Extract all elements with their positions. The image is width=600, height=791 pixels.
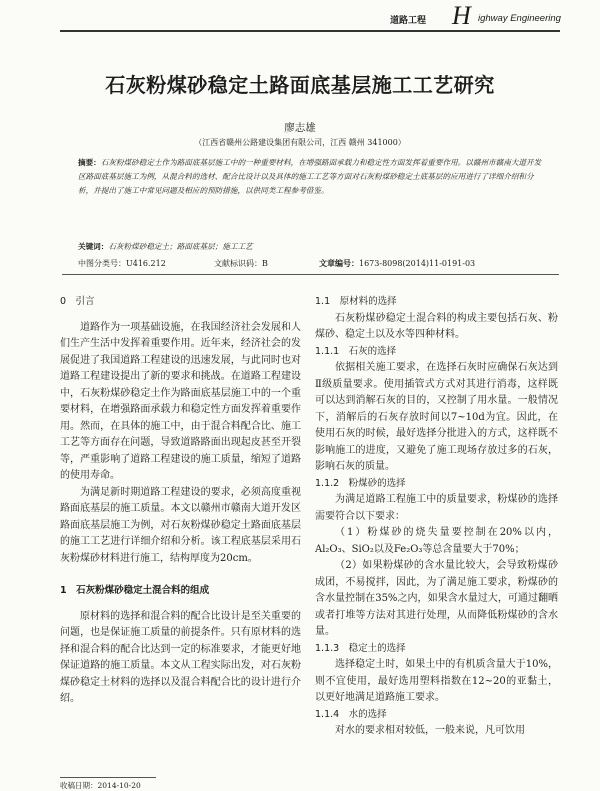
clc-number: 中图分类号：U416.212 (78, 259, 166, 268)
keywords-text: 石灰粉煤砂稳定土；路面底基层；施工工艺 (108, 242, 253, 251)
section-heading-1-1-1: 1.1.1 石灰的选择 (315, 345, 397, 357)
received-date: 收稿日期：2014-10-20 (60, 781, 141, 790)
paragraph: 原材料的选择和混合料的配合比设计是至关重要的问题，也是保证施工质量的前提条件。只有原材料的选择和混合料的配合比达到一定的标准要求，才能更好地保证道路的施工质量。本文从工程实际出发，对石灰粉煤砂稳定土材料的选择以及混合料配合比的设计进行介绍。 (60, 610, 301, 704)
footnote-rule (60, 777, 156, 778)
article-number-value: 1673-8098(2014)11-0191-03 (359, 259, 476, 268)
author-name: 廖志雄 (284, 122, 316, 134)
paragraph: 道路作为一项基础设施，在我国经济社会发展和人们生产生活中发挥着重要作用。近年来，经济社会的发展促进了我国道路工程建设的迅速发展，与此同时也对道路工程建设提出了新的要求和挑战。在道路工程建设中，石灰粉煤砂稳定土作为路面底基层施工中的一个重要材料，在增强路面承载力和稳定性方面发挥着重要作用。然而，在具体的施工中，由于混合料配合比、施工工艺等方面存在问题，导致道路路面出现起皮甚至开裂等，严重影响了道路工程建设的施工质量，缩短了道路的使用寿命。 (60, 321, 301, 481)
journal-section-name: 道路工程 (390, 16, 427, 26)
paragraph: 石灰粉煤砂稳定土混合料的构成主要包括石灰、粉煤砂、稳定土以及水等四种材料。 (315, 312, 558, 340)
article-title: 石灰粉煤砂稳定土路面底基层施工工艺研究 (105, 73, 495, 97)
meta-divider-rule (62, 274, 559, 275)
section-heading-1-1-4: 1.1.4 水的选择 (315, 708, 387, 720)
journal-english-name: ighway Engineering (478, 13, 561, 24)
paragraph: （1）粉煤砂的烧失量要控制在20%以内，Al₂O₃、SiO₂以及Fe₂O₃等总含量要大于70%； (315, 527, 558, 555)
author-affiliation: （江西省赣州公路建设集团有限公司，江西 赣州 341000） (194, 138, 406, 147)
document-code: 文献标识码：B (214, 259, 268, 268)
section-heading-1-1-2: 1.1.2 粉煤砂的选择 (315, 477, 406, 489)
paragraph: 为满足新时期道路工程建设的要求，必须高度重视路面底基层的施工质量。本文以赣州市赣南大道开发区路面底基层施工为例，对石灰粉煤砂稳定土路面底基层的施工工艺进行详细介绍和分析。该工程底基层采用石灰粉煤砂材料进行施工，结构厚度为20cm。 (60, 486, 301, 564)
section-heading-intro: 0 引言 (60, 296, 95, 307)
right-column (315, 294, 558, 740)
abstract-text: 石灰粉煤砂稳定土作为路面底基层施工中的一种重要材料，在增强路面承载力和稳定性方面发挥着重要作用。以赣州市赣南大道开发区路面底基层施工为例，从混合料的选材、配合比设计以及具体的施工工艺等方面对石灰粉煤砂稳定土底基层的应用进行了详细介绍和分析，并提出了施工中常见问题及相应的预防措施，以供同类工程参考借鉴。 (78, 158, 542, 196)
header-rule (60, 30, 560, 32)
abstract-label: 摘要： (78, 158, 101, 167)
paragraph: 依据相关施工要求，在选择石灰时应确保石灰达到Ⅱ级质量要求。使用插管式方式对其进行消毒，这样既可以达到消解石灰的目的，又控制了用水量。一般情况下，消解后的石灰存放时间以7~10d为宜。因此，在使用石灰的时候，最好选择分批进入的方式，这样既不影响施工的进度，又避免了施工现场存放过多的石灰，影响石灰的质量。 (315, 362, 558, 472)
abstract (78, 156, 543, 199)
article-number-label: 文章编号： (319, 258, 359, 268)
paragraph: （2）如果粉煤砂的含水量比较大，会导致粉煤砂成团，不易搅拌，因此，为了满足施工要求，粉煤砂的含水量控制在35%之内，如果含水量过大，可通过翻晒或者打堆等方法对其进行处理，从而降低粉煤砂的含水量。 (315, 560, 558, 637)
left-column (60, 294, 301, 708)
journal-logo-initial: H (452, 1, 471, 30)
paragraph: 对水的要求相对较低，一般来说，凡可饮用 (335, 725, 525, 736)
paragraph: 为满足道路工程施工中的质量要求，粉煤砂的选择需要符合以下要求： (315, 494, 558, 522)
section-heading-1-1-3: 1.1.3 稳定土的选择 (315, 642, 406, 654)
section-heading-1-1: 1.1 原材料的选择 (315, 296, 397, 307)
keywords-label: 关键词： (78, 242, 109, 251)
keywords (78, 241, 543, 252)
section-heading-1: 1 石灰粉煤砂稳定土混合料的组成 (60, 585, 210, 596)
article-number (319, 258, 475, 269)
paragraph: 选择稳定土时，如果土中的有机质含量大于10%，则不宜使用，最好选用塑料指数在12~20的亚黏土，以更好地满足道路施工要求。 (315, 659, 558, 703)
